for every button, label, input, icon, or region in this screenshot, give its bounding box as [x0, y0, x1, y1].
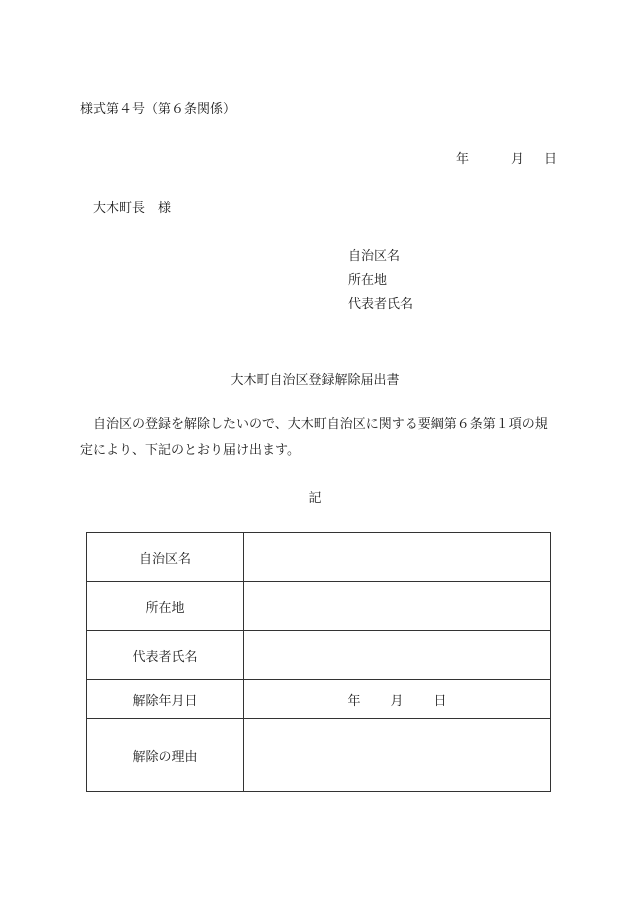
date-year-label: 年	[456, 152, 470, 167]
cancel-reason-value-cell[interactable]	[244, 719, 551, 792]
location-value-cell[interactable]	[244, 582, 551, 631]
document-title: 大木町自治区登録解除届出書	[230, 373, 400, 388]
applicant-location-label: 所在地	[348, 273, 388, 288]
cancel-date-month-label: 月	[390, 693, 404, 709]
row-label-district-name: 自治区名	[87, 533, 244, 582]
applicant-district-name-label: 自治区名	[348, 249, 401, 264]
recipient: 大木町長 様	[93, 201, 172, 216]
table-row	[87, 719, 551, 792]
row-label-representative: 代表者氏名	[87, 631, 244, 680]
submission-date-line	[456, 148, 557, 167]
body-text: 自治区の登録を解除したいので、大木町自治区に関する要綱第６条第１項の規定により、下記のとおり届け出ます。	[80, 417, 548, 458]
details-table	[86, 532, 551, 792]
row-label-cancel-reason: 解除の理由	[87, 719, 244, 792]
representative-value-cell[interactable]	[244, 631, 551, 680]
form-number: 様式第４号（第６条関係）	[80, 102, 237, 117]
date-day-label: 日	[544, 152, 558, 167]
row-label-location: 所在地	[87, 582, 244, 631]
cancel-date-value-cell[interactable]	[244, 680, 551, 719]
district-name-value-cell[interactable]	[244, 533, 551, 582]
table-row	[87, 680, 551, 719]
date-month-label: 月	[511, 152, 525, 167]
applicant-representative-label: 代表者氏名	[348, 297, 414, 312]
ki-heading: 記	[308, 491, 322, 506]
cancel-date-year-label: 年	[347, 693, 361, 709]
cancel-date-day-label: 日	[433, 693, 447, 709]
table-row	[87, 582, 551, 631]
row-label-cancel-date: 解除年月日	[87, 680, 244, 719]
table-row	[87, 631, 551, 680]
table-row	[87, 533, 551, 582]
